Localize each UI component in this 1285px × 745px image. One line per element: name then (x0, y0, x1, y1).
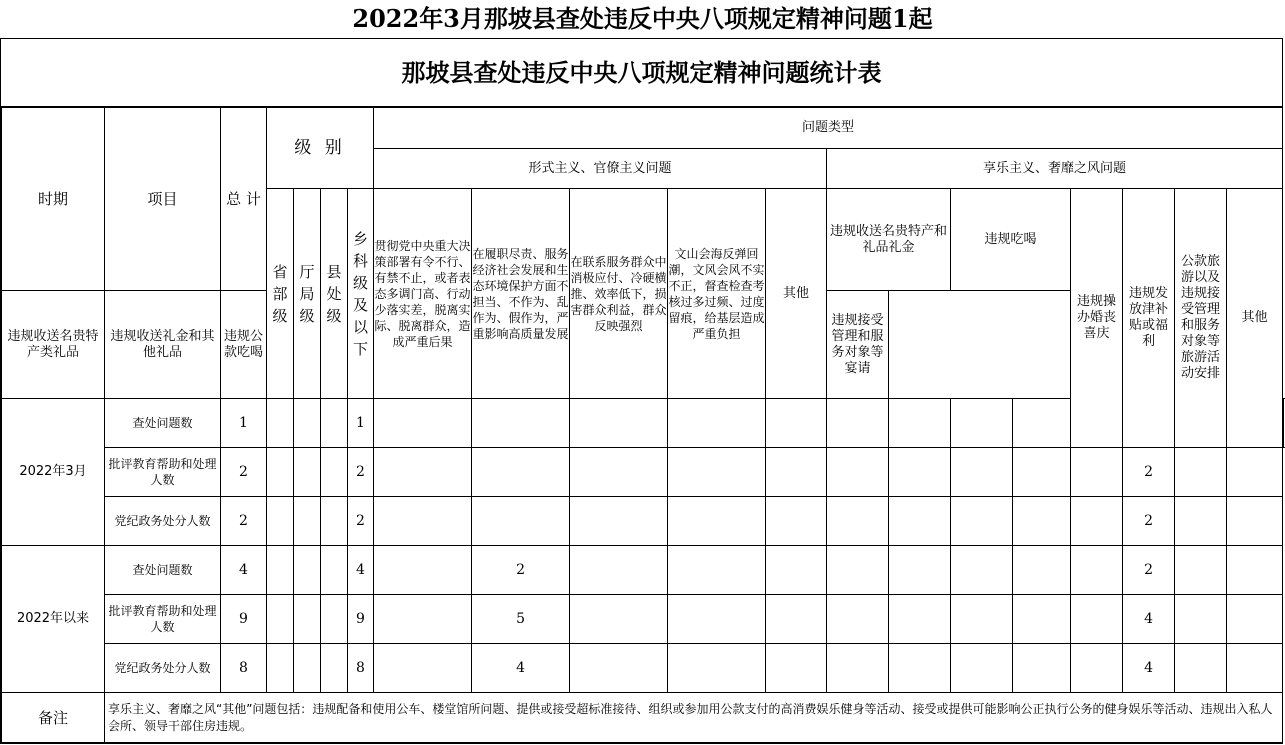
empty-cell (827, 595, 889, 644)
level-bureau-header: 厅局级 (294, 189, 321, 399)
item-header: 项目 (105, 108, 221, 291)
empty-cell (321, 448, 348, 497)
dining-2-header: 违规接受管理和服务对象等宴请 (827, 291, 889, 399)
level-township-header: 乡科级及以下 (348, 189, 374, 399)
empty-cell (889, 399, 951, 448)
dining-group-header: 违规吃喝 (951, 189, 1071, 291)
subsidy-header: 违规发放津补贴或福利 (1123, 189, 1175, 448)
total-cell: 9 (221, 595, 267, 644)
empty-cell (1071, 448, 1123, 497)
empty-cell (668, 399, 766, 448)
empty-cell (1227, 497, 1283, 546)
empty-cell (1175, 448, 1227, 497)
empty-cell (267, 546, 294, 595)
item-cell: 查处问题数 (105, 399, 221, 448)
empty-cell (267, 399, 294, 448)
empty-cell (1013, 546, 1071, 595)
empty-cell (294, 644, 321, 693)
empty-cell (889, 644, 951, 693)
empty-cell (1175, 497, 1227, 546)
subsidy-cell: 2 (1123, 448, 1175, 497)
empty-cell (570, 546, 668, 595)
formalism-2-cell (472, 399, 570, 448)
empty-cell (951, 497, 1013, 546)
empty-cell (570, 595, 668, 644)
dining-1-header: 违规公款吃喝 (221, 291, 267, 399)
empty-cell (1071, 497, 1123, 546)
empty-cell (889, 595, 951, 644)
empty-cell (1013, 595, 1071, 644)
empty-cell (1071, 644, 1123, 693)
empty-cell (889, 497, 951, 546)
subsidy-cell: 2 (1123, 497, 1175, 546)
period-cell: 2022年3月 (2, 399, 105, 546)
level-province-header: 省部级 (267, 189, 294, 399)
empty-cell (294, 546, 321, 595)
empty-cell (374, 644, 472, 693)
empty-cell (1175, 595, 1227, 644)
hedonism-header: 享乐主义、奢靡之风问题 (827, 149, 1283, 189)
table-title: 那坡县查处违反中央八项规定精神问题统计表 (1, 39, 1282, 107)
empty-cell (668, 448, 766, 497)
township-cell: 4 (348, 546, 374, 595)
subsidy-cell: 2 (1123, 546, 1175, 595)
subsidy-cell: 4 (1123, 595, 1175, 644)
empty-cell (827, 399, 889, 448)
empty-cell (267, 448, 294, 497)
item-cell: 批评教育帮助和处理人数 (105, 448, 221, 497)
empty-cell (267, 644, 294, 693)
empty-cell (267, 595, 294, 644)
formalism-2-cell: 5 (472, 595, 570, 644)
township-cell: 2 (348, 497, 374, 546)
problem-type-header: 问题类型 (374, 108, 1283, 149)
level-header: 级 别 (267, 108, 374, 189)
gift-2-header: 违规收送礼金和其他礼品 (105, 291, 221, 399)
empty-cell (570, 497, 668, 546)
empty-cell (374, 448, 472, 497)
wedding-header: 违规操办婚丧喜庆 (1071, 189, 1123, 448)
formalism-type-2-header: 在履职尽责、服务经济社会发展和生态环境保护方面不担当、不作为、乱作为、假作为，严重影响高质量发展 (472, 189, 570, 399)
hedonism-other-header: 其他 (1227, 189, 1283, 448)
travel-header-text: 公款旅游以及违规接受管理和服务对象等旅游活动安排 (1181, 254, 1221, 381)
empty-cell (1175, 546, 1227, 595)
empty-cell (321, 595, 348, 644)
empty-cell (1071, 595, 1123, 644)
empty-cell (951, 595, 1013, 644)
total-header: 总 计 (221, 108, 267, 291)
formalism-type-4-header: 文山会海反弹回潮，文风会风不实不正，督查检查考核过多过频、过度留痕，给基层造成严重负担 (668, 189, 766, 399)
period-cell: 2022年以来 (2, 546, 105, 693)
empty-cell (374, 497, 472, 546)
empty-cell (889, 448, 951, 497)
empty-cell (951, 399, 1013, 448)
empty-cell (1175, 644, 1227, 693)
total-cell: 2 (221, 448, 267, 497)
township-cell: 8 (348, 644, 374, 693)
formalism-2-cell: 2 (472, 546, 570, 595)
empty-cell (668, 644, 766, 693)
township-cell: 1 (348, 399, 374, 448)
empty-cell (570, 448, 668, 497)
note-label: 备注 (2, 693, 105, 743)
empty-cell (1227, 448, 1283, 497)
empty-cell (1013, 497, 1071, 546)
item-cell: 批评教育帮助和处理人数 (105, 595, 221, 644)
empty-cell (294, 497, 321, 546)
empty-cell (827, 644, 889, 693)
formalism-other-header: 其他 (766, 189, 827, 399)
empty-cell (1227, 546, 1283, 595)
empty-cell (951, 546, 1013, 595)
note-text: 享乐主义、奢靡之风“其他”问题包括：违规配备和使用公车、楼堂馆所问题、提供或接受超标准接待、组织或参加用公款支付的高消费娱乐健身等活动、接受或提供可能影响公正执行公务的健身娱乐等活动、违规出入私人会所、领导干部住房违规。 (105, 693, 1283, 743)
formalism-type-3-header: 在联系服务群众中消极应付、冷硬横推、效率低下，损害群众利益，群众反映强烈 (570, 189, 668, 399)
level-county-header: 县处级 (321, 189, 348, 399)
empty-cell (668, 497, 766, 546)
travel-header (1175, 189, 1227, 448)
empty-cell (570, 399, 668, 448)
empty-cell (951, 644, 1013, 693)
empty-cell (1013, 644, 1071, 693)
empty-cell (1013, 448, 1071, 497)
empty-cell (827, 546, 889, 595)
total-cell: 1 (221, 399, 267, 448)
empty-cell (374, 399, 472, 448)
empty-cell (1227, 644, 1283, 693)
empty-cell (374, 595, 472, 644)
empty-cell (1227, 595, 1283, 644)
formalism-type-1-header: 贯彻党中央重大决策部署有令不行、有禁不止，或者表态多调门高、行动少落实差，脱离实际、脱离群众，造成严重后果 (374, 189, 472, 399)
empty-cell (294, 448, 321, 497)
township-cell: 2 (348, 448, 374, 497)
page-title: 2022年3月那坡县查处违反中央八项规定精神问题1起 (352, 4, 933, 33)
formalism-2-cell: 4 (472, 644, 570, 693)
formalism-2-cell (472, 497, 570, 546)
township-cell: 9 (348, 595, 374, 644)
total-cell: 4 (221, 546, 267, 595)
empty-cell (294, 595, 321, 644)
empty-cell (668, 595, 766, 644)
empty-cell (1071, 546, 1123, 595)
empty-cell (827, 497, 889, 546)
item-cell: 党纪政务处分人数 (105, 497, 221, 546)
empty-cell (951, 448, 1013, 497)
empty-cell (570, 644, 668, 693)
empty-cell (267, 497, 294, 546)
empty-cell (321, 497, 348, 546)
total-cell: 2 (221, 497, 267, 546)
gift-group-header: 违规收送名贵特产和礼品礼金 (827, 189, 951, 291)
empty-cell (321, 399, 348, 448)
total-cell: 8 (221, 644, 267, 693)
item-cell: 查处问题数 (105, 546, 221, 595)
period-header: 时期 (2, 108, 105, 291)
empty-cell (766, 497, 827, 546)
empty-cell (321, 546, 348, 595)
empty-cell (374, 546, 472, 595)
empty-cell (766, 546, 827, 595)
empty-cell (766, 595, 827, 644)
statistics-sheet (0, 38, 1283, 744)
empty-cell (766, 644, 827, 693)
empty-cell (1013, 399, 1071, 448)
empty-cell (766, 399, 827, 448)
statistics-table (1, 107, 1284, 743)
empty-cell (294, 399, 321, 448)
item-cell: 党纪政务处分人数 (105, 644, 221, 693)
gift-1-header: 违规收送名贵特产类礼品 (2, 291, 105, 399)
formalism-header: 形式主义、官僚主义问题 (374, 149, 827, 189)
empty-cell (827, 448, 889, 497)
empty-cell (321, 644, 348, 693)
empty-cell (889, 546, 951, 595)
subsidy-cell: 4 (1123, 644, 1175, 693)
empty-cell (668, 546, 766, 595)
empty-cell (766, 448, 827, 497)
formalism-2-cell (472, 448, 570, 497)
